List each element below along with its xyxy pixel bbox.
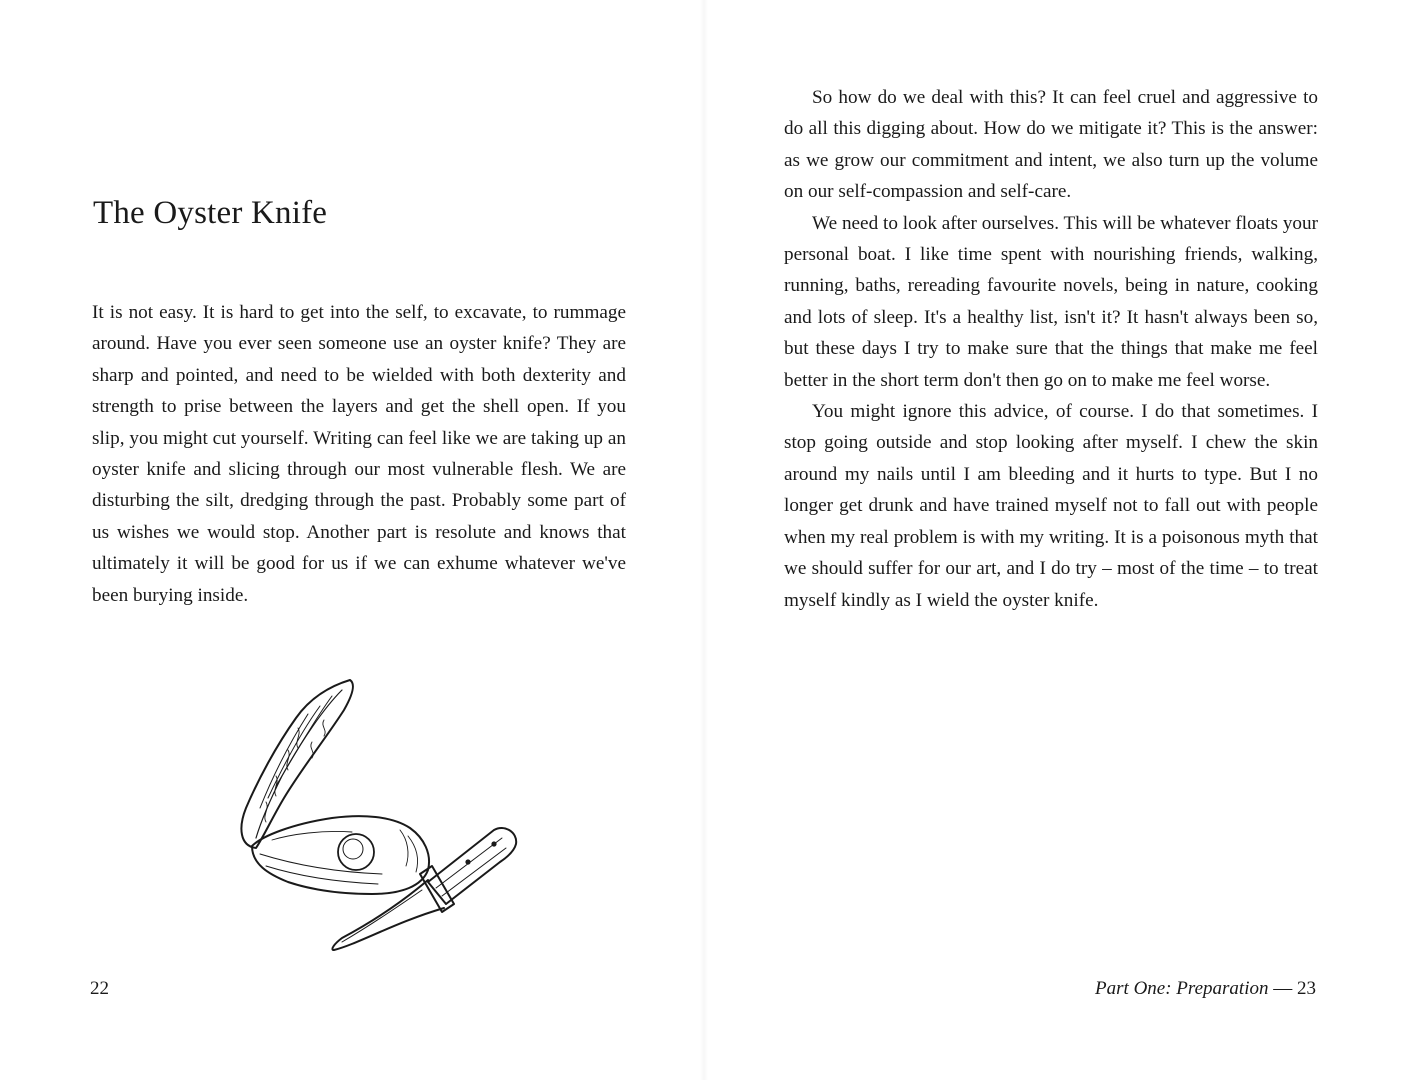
page-number-left (90, 978, 109, 1000)
oyster-knife-illustration (232, 668, 528, 960)
paragraph: We need to look after ourselves. This will be whatever floats your personal boat. I like time spent with nourishing friends, walking, running, baths, rereading favourite novels, being in nature, cooking and lots of sleep. It's a healthy list, isn't it? It hasn't always been so, but these days I try to make sure that the things that make me feel better in the short term don't then go on to make me feel worse. (784, 212, 1318, 391)
paragraph: You might ignore this advice, of course. I do that sometimes. I stop going outside and stop looking after myself. I chew the skin around my nails until I am bleeding and it hurts to type. But I no longer get drunk and have trained myself not to fall out with people when my real problem is with my writing. It is a poisonous myth that we should suffer for our art, and I do try – most of the time – to treat myself kindly as I wield the oyster knife. (784, 401, 1318, 611)
left-page-text (92, 297, 626, 611)
chapter-title: The Oyster Knife (93, 195, 328, 231)
paragraph: It is not easy. It is hard to get into the self, to excavate, to rummage around. Have you ever seen someone use an oyster knife? They are sharp and pointed, and need to be wielded with both dexterity and strength to prise between the layers and get the shell open. If you slip, you might cut yourself. Writing can feel like we are taking up an oyster knife and slicing through our most vulnerable flesh. We are disturbing the silt, dredging through the past. Probably some part of us wishes we would stop. Another part is resolute and knows that ultimately it will be good for us if we can exhume whatever we've been burying inside. (92, 302, 626, 606)
right-page-text (784, 82, 1318, 616)
running-head: Part One: Preparation (1095, 978, 1269, 999)
page-number: 23 (1297, 978, 1316, 999)
folio-right (1095, 978, 1316, 1000)
folio-separator: — (1273, 978, 1293, 999)
paragraph: So how do we deal with this? It can feel cruel and aggressive to do all this digging about. How do we mitigate it? This is the answer: as we grow our commitment and intent, we also turn up the volume on our self-compassion and self-care. (784, 87, 1318, 203)
page-number: 22 (90, 978, 109, 999)
right-page (704, 0, 1408, 1080)
